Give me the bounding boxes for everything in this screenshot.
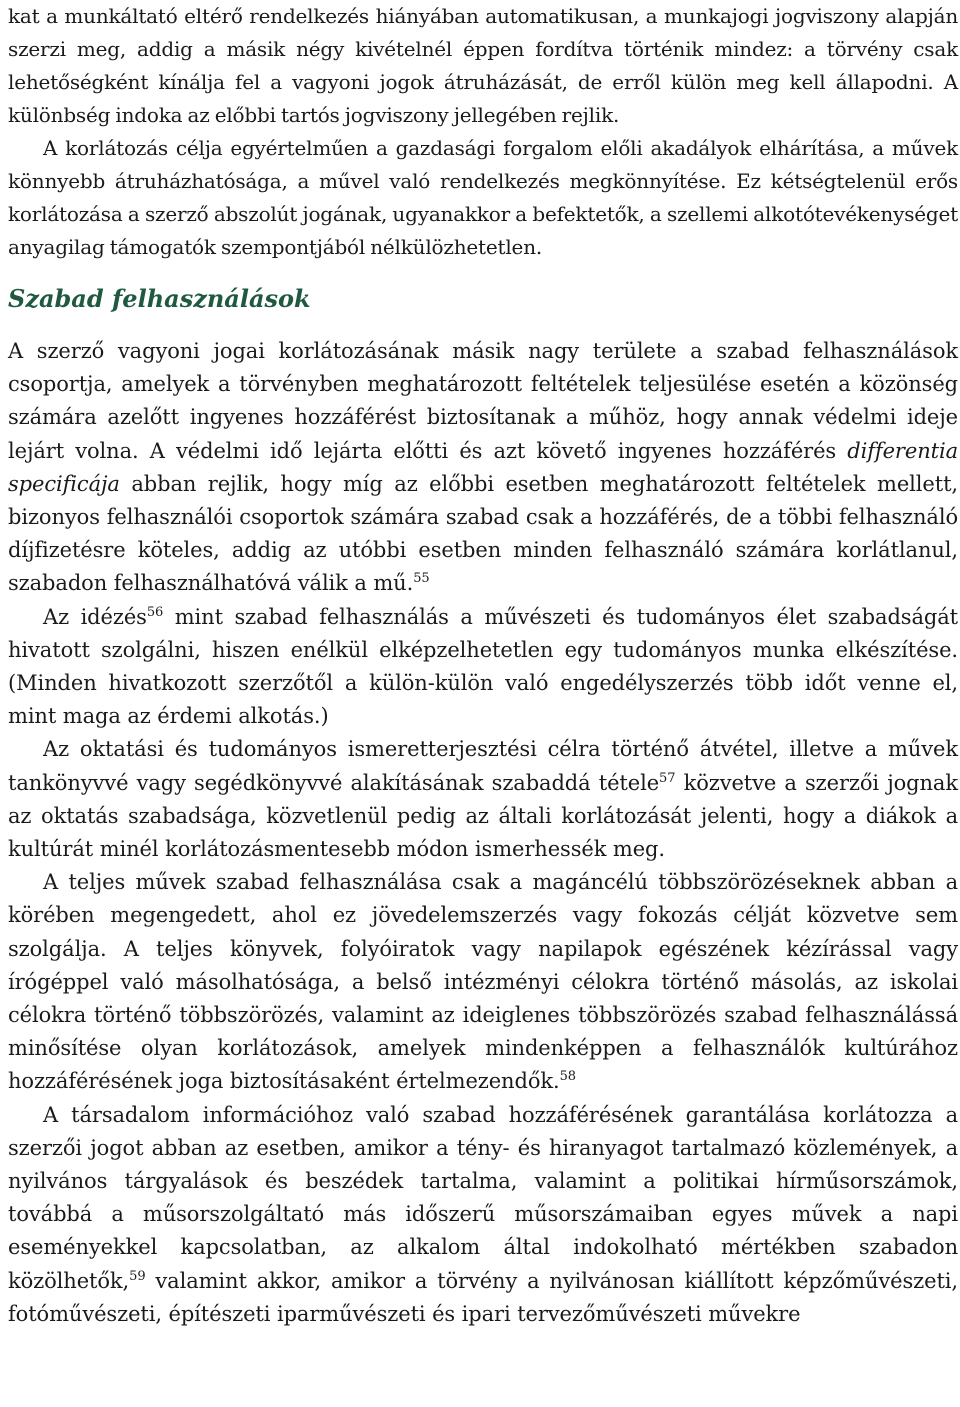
- paragraph-4-text-a: Az idézés: [43, 604, 147, 629]
- paragraph-1: kat a munkáltató eltérő rendelkezés hiányában automatikusan, a munkajogi jogviszony alapján szerzi meg, addig a másik négy kivételnél éppen fordítva történik mindez: a törvény csak lehetőségként kínálja fel a vagyoni jogok átruházását, de erről külön meg kell állapodni. A különbség indoka az előbbi tartós jogviszony jellegében rejlik.: [8, 4, 958, 127]
- paragraph-6-text: A teljes művek szabad felhasználása csak a magáncélú többszörözéseknek abban a körében megengedett, ahol ez jövedelemszerzés vagy fokozás célját közvetve sem szolgálja. A teljes könyvek, folyóiratok vagy napilapok egészének kézírással vagy írógéppel való másolhatósága, a belső intézményi célokra történő másolás, az iskolai célokra történő többszörözés, valamint az ideiglenes többszörözés szabad felhasználássá minősítése olyan korlátozások, amelyek mindenképpen a felhasználók kultúrához hozzáférésének joga biztosításaként értelmezendők.: [8, 870, 958, 1094]
- footnote-ref-55[interactable]: 55: [413, 571, 430, 587]
- footnote-ref-59[interactable]: 59: [129, 1268, 146, 1284]
- intro-text-block: [8, 0, 958, 264]
- paragraph-3: [8, 335, 958, 601]
- footnote-ref-57[interactable]: 57: [659, 770, 676, 786]
- paragraph-4-text-b: mint szabad felhasználás a művészeti és tudományos élet szabadságát hivatott szolgálni, hiszen enélkül elképzelhetetlen egy tudományos munka elkészítése. (Minden hivatkozott szerzőtől a külön-külön való engedélyszerzés több időt venne el, mint maga az érdemi alkotás.): [8, 604, 958, 729]
- footnote-ref-56[interactable]: 56: [146, 604, 164, 620]
- paragraph-5-text-b: közvetve a szerzői jognak az oktatás szabadsága, közvetlenül pedig az általi korlátozását jelenti, hogy a diákok a kultúrát minél korlátozásmentesebb módon ismerhessék meg.: [8, 770, 958, 862]
- paragraph-7-text-b: valamint akkor, amikor a törvény a nyilvánosan kiállított képzőművészeti, fotóművészeti, építészeti iparművészeti és ipari tervezőművészeti művekre: [8, 1268, 958, 1326]
- paragraph-5: [8, 733, 958, 866]
- paragraph-7: [8, 1099, 958, 1331]
- paragraph-5-text-a: Az oktatási és tudományos ismeretterjesztési célra történő átvétel, illetve a művek tankönyvvé vagy segédkönyvvé alakításának szabaddá tétele: [8, 737, 958, 795]
- footnote-ref-58[interactable]: 58: [559, 1069, 576, 1085]
- section-text-block: [8, 335, 958, 1331]
- paragraph-7-text-a: A társadalom információhoz való szabad hozzáférésének garantálása korlátozza a szerzői jogot abban az esetben, amikor a tény- és hiranyagot tartalmazó közlemények, a nyilvános tárgyalások és beszédek tartalma, valamint a politikai hírműsorszámok, továbbá a műsorszolgáltató más időszerű műsorszámaiban egyes művek a napi eseményekkel kapcsolatban, az alkalom által indokolható mértékben szabadon közölhetők,: [8, 1102, 958, 1293]
- paragraph-2: A korlátozás célja egyértelműen a gazdasági forgalom előli akadályok elhárítása, a művek könnyebb átruházhatósága, a művel való rendelkezés megkönnyítése. Ez kétségtelenül erős korlátozása a szerző abszolút jogának, ugyanakkor a befektetők, a szellemi alkotótevékenységet anyagilag támogatók szempontjából nélkülözhetetlen.: [8, 136, 958, 259]
- paragraph-6: [8, 866, 958, 1098]
- paragraph-3-text-b: abban rejlik, hogy míg az előbbi esetben meghatározott feltételek mellett, bizonyos felhasználói csoportok számára szabad csak a hozzáférés, de a többi felhasználó díjfizetésre köteles, addig az utóbbi esetben minden felhasználó számára korlátlanul, szabadon felhasználhatóvá válik a mű.: [8, 471, 958, 596]
- document-page: [8, 0, 958, 1331]
- paragraph-4: [8, 601, 958, 734]
- paragraph-3-text-a: A szerző vagyoni jogai korlátozásának másik nagy területe a szabad felhasználások csoportja, amelyek a törvényben meghatározott feltételek teljesülése esetén a közönség számára azelőtt ingyenes hozzáférést biztosítanak a műhöz, hogy annak védelmi ideje lejárt volna. A védelmi idő lejárta előtti és azt követő ingyenes hozzáférés: [8, 339, 958, 463]
- section-heading: Szabad felhasználások: [8, 284, 311, 313]
- paragraph-3-italic-term: differentia specificája: [8, 438, 958, 496]
